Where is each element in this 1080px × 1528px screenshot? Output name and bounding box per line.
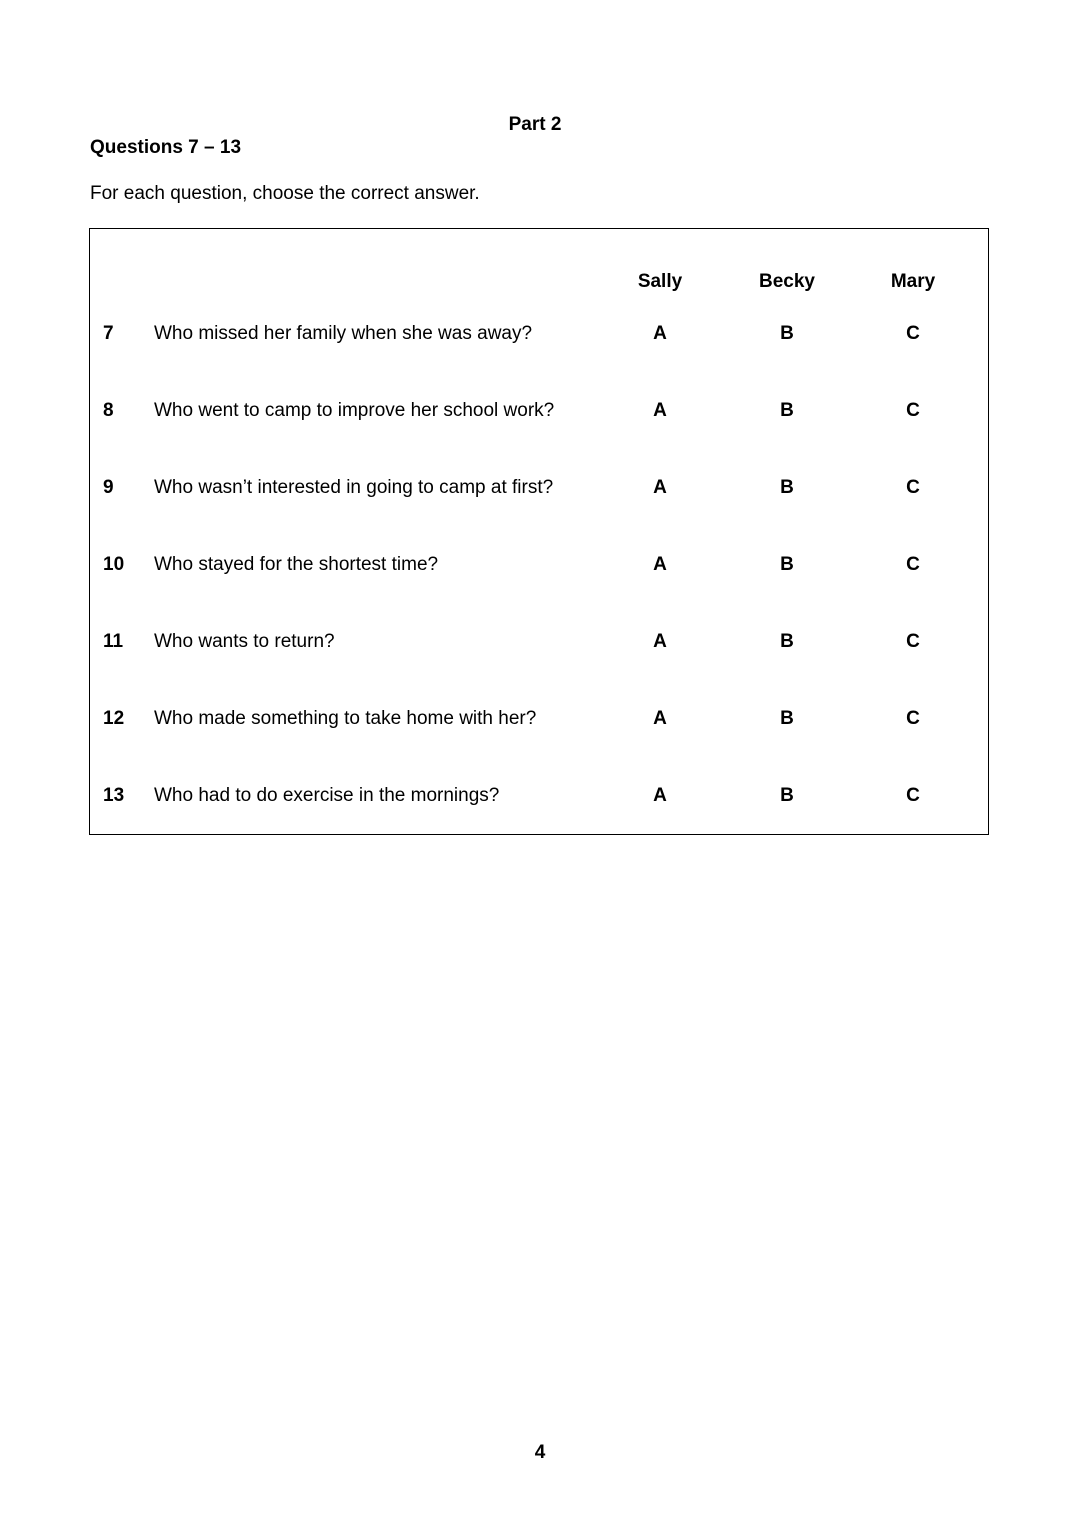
question-row-10 [0, 554, 1080, 584]
option-b[interactable]: B [780, 323, 794, 344]
question-row-9 [0, 477, 1080, 507]
option-c[interactable]: C [906, 631, 920, 652]
question-number: 11 [103, 631, 124, 652]
option-b[interactable]: B [780, 631, 794, 652]
question-row-11 [0, 631, 1080, 661]
question-text: Who went to camp to improve her school work? [154, 400, 555, 421]
option-b[interactable]: B [780, 477, 794, 498]
option-b[interactable]: B [780, 554, 794, 575]
option-c[interactable]: C [906, 785, 920, 806]
option-c[interactable]: C [906, 477, 920, 498]
column-header-sally: Sally [637, 271, 683, 292]
question-row-12 [0, 708, 1080, 738]
option-c[interactable]: C [906, 323, 920, 344]
option-a[interactable]: A [653, 477, 667, 498]
question-number: 9 [103, 477, 114, 498]
question-text: Who missed her family when she was away? [154, 323, 533, 344]
option-b[interactable]: B [780, 708, 794, 729]
option-b[interactable]: B [780, 400, 794, 421]
question-text: Who wasn’t interested in going to camp at first? [154, 477, 554, 498]
option-b[interactable]: B [780, 785, 794, 806]
option-c[interactable]: C [906, 400, 920, 421]
question-number: 10 [103, 554, 125, 575]
question-text: Who wants to return? [154, 631, 335, 652]
option-c[interactable]: C [906, 708, 920, 729]
option-a[interactable]: A [653, 708, 667, 729]
option-a[interactable]: A [653, 554, 667, 575]
answer-table-box [89, 228, 989, 835]
page-number: 4 [534, 1442, 546, 1463]
question-row-7 [0, 323, 1080, 353]
question-row-8 [0, 400, 1080, 430]
questions-range-heading: Questions 7 – 13 [90, 137, 242, 158]
part-title: Part 2 [508, 114, 562, 135]
column-header-mary: Mary [890, 271, 936, 292]
option-a[interactable]: A [653, 785, 667, 806]
question-number: 7 [103, 323, 114, 344]
question-text: Who made something to take home with her? [154, 708, 537, 729]
question-text: Who stayed for the shortest time? [154, 554, 439, 575]
option-a[interactable]: A [653, 400, 667, 421]
option-c[interactable]: C [906, 554, 920, 575]
question-number: 13 [103, 785, 125, 806]
question-number: 8 [103, 400, 114, 421]
column-header-becky: Becky [759, 271, 815, 292]
question-row-13 [0, 785, 1080, 815]
option-a[interactable]: A [653, 323, 667, 344]
question-number: 12 [103, 708, 125, 729]
instruction-text: For each question, choose the correct answer. [90, 183, 480, 204]
option-a[interactable]: A [653, 631, 667, 652]
question-text: Who had to do exercise in the mornings? [154, 785, 500, 806]
